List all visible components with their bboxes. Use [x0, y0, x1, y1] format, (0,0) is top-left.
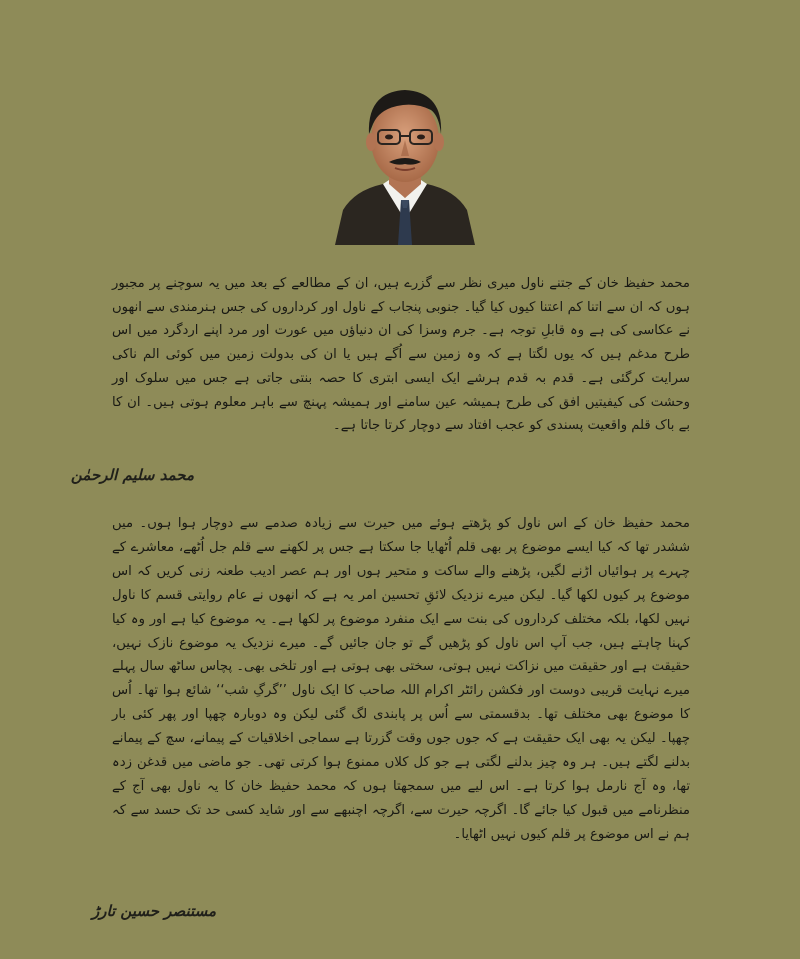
review-2: [112, 512, 690, 847]
review-1-signature: محمد سلیم الرحمٰن: [70, 466, 194, 484]
portrait-photo-icon: [335, 80, 475, 245]
author-photo: [335, 80, 475, 245]
review-1-text: محمد حفیظ خان کے جتنے ناول میری نظر سے گزرے ہیں، ان کے مطالعے کے بعد میں یہ سوچنے پر مجبور ہوں کہ ان سے اتنا کم اعتنا کیوں کیا گیا۔ جنوبی پنجاب کے ناول اور کرداروں کی جس ہنرمندی سے انھوں نے عکاسی کی ہے وہ قابلِ توجہ ہے۔ جرم وسزا کی ان دنیاؤں میں عورت اور مرد اپنے اردگرد میں اس طرح مدغم ہیں کہ یوں لگتا ہے کہ وہ زمین سے اُگے ہیں یا ان کی بدولت زمین میں کوئی الم ناکی سرایت کرگئی ہے۔ قدم بہ قدم ہرشے ایک ایسی ابتری کا حصہ بنتی جاتی ہے جس میں سلوک اور وحشت کی کیفیتیں افق کی طرح ہمیشہ عین سامنے اور ہمیشہ پہنچ سے باہر معلوم ہوتی ہیں۔ ان کا بے باک قلم واقعیت پسندی کو عجب افتاد سے دوچار کرتا جاتا ہے۔: [112, 276, 690, 434]
review-2-signature: مستنصر حسین تارڑ: [91, 902, 216, 920]
review-2-text: محمد حفیظ خان کے اس ناول کو پڑھتے ہوئے میں حیرت سے زیادہ صدمے سے دوچار ہوا ہوں۔ میں ششدر تھا کہ کیا ایسے موضوع پر بھی قلم اُٹھایا جا سکتا ہے جس پر لکھنے سے قلم جل اُٹھے، معاشرے کے چہرے پر ہوائیاں اڑنے لگیں، پڑھنے والے ساکت و متحیر ہوں اور ہم عصر ادیب طعنہ زنی کریں کہ اس موضوع پر کیوں لکھا گیا۔ لیکن میرے نزدیک لائقِ تحسین امر یہ ہے کہ انھوں نے عام روایتی قسم کا ناول نہیں لکھا، بلکہ مختلف کرداروں کی بنت سے ایک منفرد موضوع پر لکھا ہے۔ یہ موضوع کیا ہے اور وہ کیا کہنا چاہتے ہیں، جب آپ اس ناول کو پڑھیں گے تو جان جائیں گے۔ میرے نزدیک یہ موضوع نازک نہیں، حقیقت ہے اور حقیقت میں نزاکت نہیں ہوتی، سختی بھی ہوتی ہے اور تلخی بھی۔ پچاس ساٹھ سال پہلے میرے نہایت قریبی دوست اور فکشن رائٹر اکرام اللہ صاحب کا ایک ناول ’’گرگِ شب‘‘ شائع ہوا تھا۔ اُس کا موضوع بھی مختلف تھا۔ بدقسمتی سے اُس پر پابندی لگ گئی لیکن وہ دوبارہ چھپا اور پھر کئی بار چھپا۔ لیکن یہ بھی ایک حقیقت ہے کہ جوں جوں وقت گزرتا ہے سماجی اخلاقیات کے پیمانے، سچ کے پیمانے بدلنے لگتے ہیں۔ ہر وہ چیز بدلنے لگتی ہے جو کل کلاں ممنوع ہوا کرتی تھی۔ جو ماضی میں قدغن زدہ تھا، وہ آج نارمل ہوا کرتا ہے۔ اس لیے میں سمجھتا ہوں کہ محمد حفیظ خان کا یہ ناول بھی آج کے منظرنامے میں قبول کیا جائے گا۔ اگرچہ حیرت سے، اگرچہ اچنبھے سے اور شاید کسی حد تک حسد سے کہ ہم نے اس موضوع پر قلم کیوں نہیں اٹھایا۔: [112, 516, 690, 842]
review-1: [112, 272, 690, 438]
